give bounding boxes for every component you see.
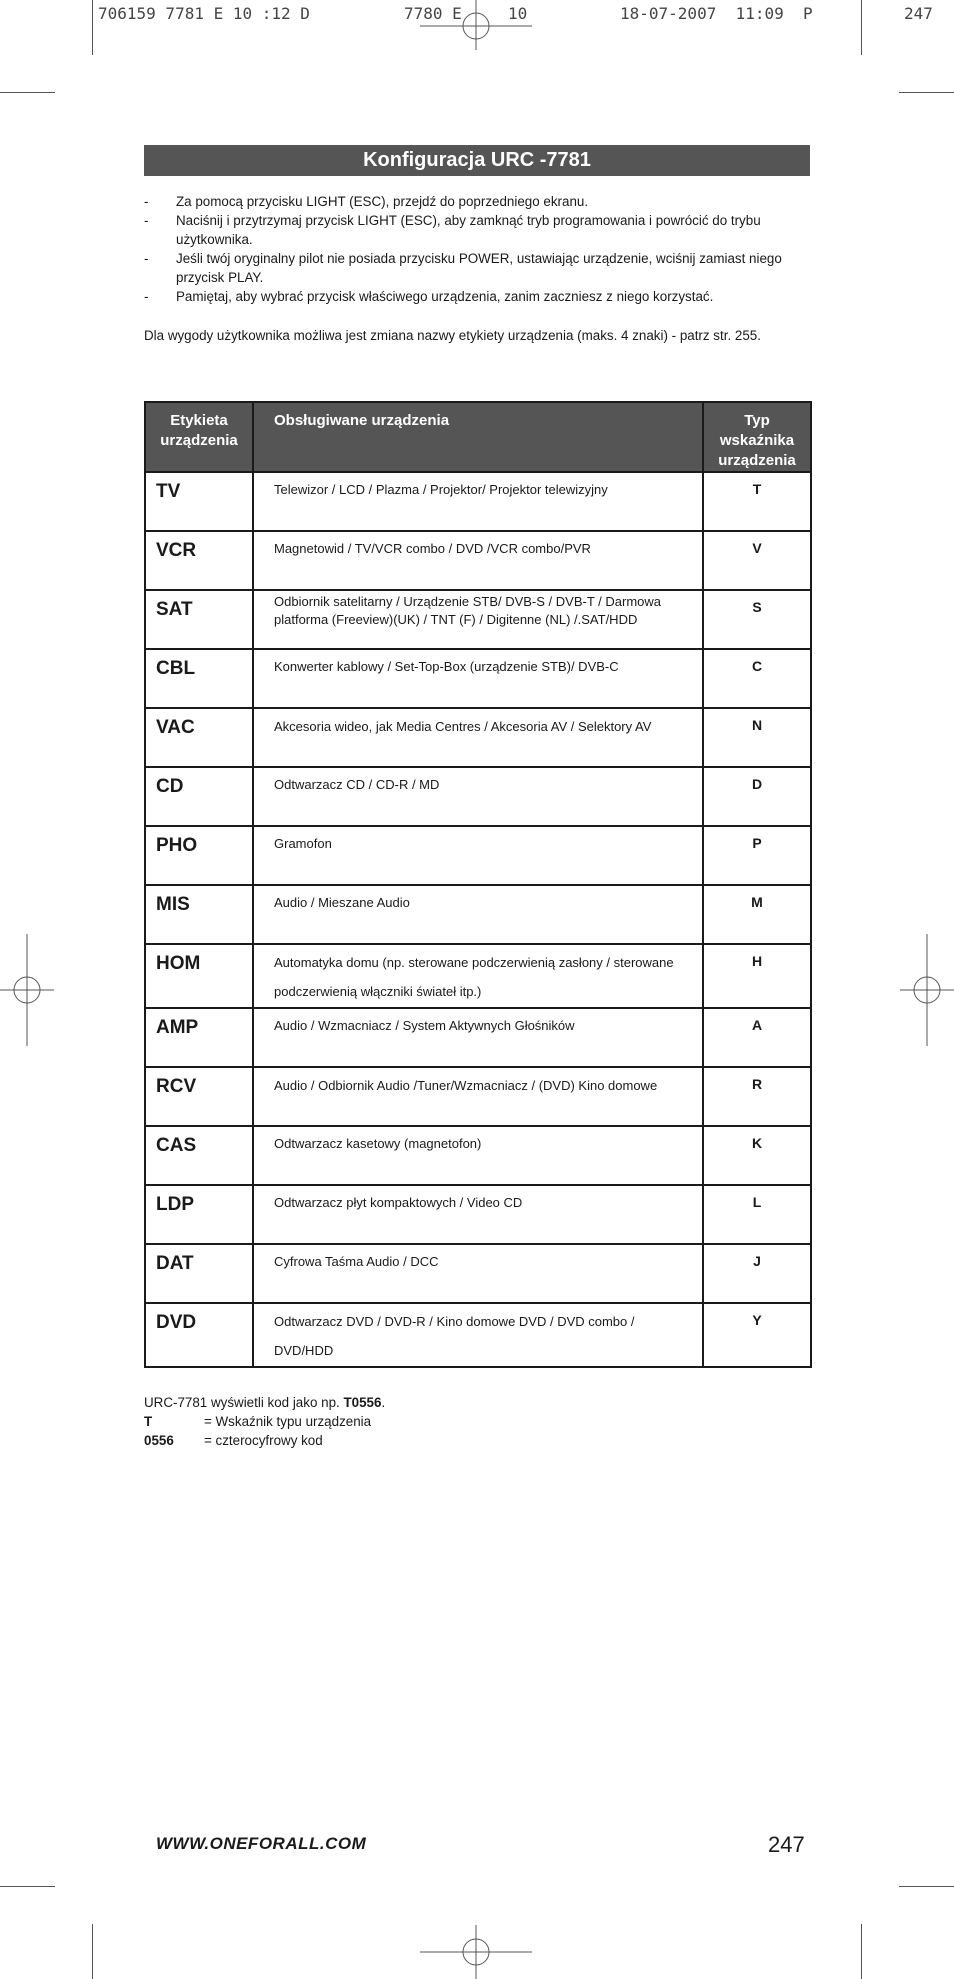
device-description: Akcesoria wideo, jak Media Centres / Akcesoria AV / Selektory AV <box>253 708 703 767</box>
legend-row <box>144 1412 544 1431</box>
device-label: MIS <box>145 885 253 944</box>
table-row <box>145 649 811 708</box>
registration-mark-right <box>900 934 954 1046</box>
list-item: - Naciśnij i przytrzymaj przycisk LIGHT (ESC), aby zamknąć tryb programowania i powrócić do trybu użytkownika. <box>144 211 784 249</box>
table-row <box>145 531 811 590</box>
device-type: A <box>703 1008 811 1067</box>
rename-note: Dla wygody użytkownika możliwa jest zmiana nazwy etykiety urządzenia (maks. 4 znaki) - patrz str. 255. <box>144 328 761 343</box>
print-job: 706159 7781 E 10 :12 D <box>98 4 310 23</box>
list-item: - Pamiętaj, aby wybrać przycisk właściwego urządzenia, zanim zaczniesz z niego korzystać. <box>144 287 784 306</box>
device-label: VCR <box>145 531 253 590</box>
instruction-list <box>144 192 784 306</box>
device-type: N <box>703 708 811 767</box>
table-row <box>145 708 811 767</box>
table-row <box>145 472 811 531</box>
code-explanation <box>144 1393 544 1450</box>
code-example-suffix: . <box>381 1395 386 1410</box>
device-description: Odtwarzacz CD / CD-R / MD <box>253 767 703 826</box>
page-title: Konfiguracja URC -7781 <box>144 145 810 176</box>
device-type: S <box>703 590 811 649</box>
device-label: PHO <box>145 826 253 885</box>
device-description: Audio / Odbiornik Audio /Tuner/Wzmacniacz / (DVD) Kino domowe <box>253 1067 703 1126</box>
table-row <box>145 944 811 1008</box>
device-description: Telewizor / LCD / Plazma / Projektor/ Projektor telewizyjny <box>253 472 703 531</box>
device-description: Magnetowid / TV/VCR combo / DVD /VCR combo/PVR <box>253 531 703 590</box>
device-type: Y <box>703 1303 811 1367</box>
legend-key: T <box>144 1414 153 1429</box>
device-type: L <box>703 1185 811 1244</box>
device-label: CBL <box>145 649 253 708</box>
device-type: H <box>703 944 811 1008</box>
device-label: SAT <box>145 590 253 649</box>
device-description: Audio / Mieszane Audio <box>253 885 703 944</box>
table-row <box>145 826 811 885</box>
device-type: T <box>703 472 811 531</box>
device-description: Cyfrowa Taśma Audio / DCC <box>253 1244 703 1303</box>
device-label: AMP <box>145 1008 253 1067</box>
table-row <box>145 1244 811 1303</box>
crop-mark <box>92 0 93 55</box>
list-item: - Za pomocą przycisku LIGHT (ESC), przejdź do poprzedniego ekranu. <box>144 192 784 211</box>
device-type: D <box>703 767 811 826</box>
registration-mark-top <box>420 0 532 50</box>
code-example-line <box>144 1393 544 1412</box>
legend-value: = czterocyfrowy kod <box>204 1433 323 1448</box>
crop-mark <box>861 1924 862 1979</box>
crop-mark <box>899 92 954 93</box>
list-item: - Jeśli twój oryginalny pilot nie posiada przycisku POWER, ustawiając urządzenie, wciśnij zamiast niego przycisk PLAY. <box>144 249 784 287</box>
legend-key: 0556 <box>144 1433 174 1448</box>
print-mid2: 10 <box>508 4 528 23</box>
device-label: HOM <box>145 944 253 1008</box>
print-datetime: 18-07-2007 11:09 P <box>620 4 813 23</box>
crop-mark <box>0 1886 55 1887</box>
table-row <box>145 885 811 944</box>
device-label: DAT <box>145 1244 253 1303</box>
device-type: C <box>703 649 811 708</box>
table-row <box>145 1008 811 1067</box>
device-table <box>144 401 812 1368</box>
table-row <box>145 1067 811 1126</box>
device-type: V <box>703 531 811 590</box>
device-description: Konwerter kablowy / Set-Top-Box (urządzenie STB)/ DVB-C <box>253 649 703 708</box>
website-url: WWW.ONEFORALL.COM <box>156 1834 367 1853</box>
device-type: P <box>703 826 811 885</box>
device-description: Odtwarzacz kasetowy (magnetofon) <box>253 1126 703 1185</box>
table-row <box>145 1303 811 1367</box>
table-row <box>145 1126 811 1185</box>
column-header-type: Typ wskaźnika urządzenia <box>703 402 811 472</box>
registration-mark-bottom <box>420 1925 532 1979</box>
device-label: LDP <box>145 1185 253 1244</box>
code-example-prefix: URC-7781 wyświetli kod jako np. <box>144 1395 344 1410</box>
legend-value: = Wskaźnik typu urządzenia <box>204 1414 372 1429</box>
device-type: R <box>703 1067 811 1126</box>
device-label: TV <box>145 472 253 531</box>
registration-mark-left <box>0 934 54 1046</box>
device-type: M <box>703 885 811 944</box>
device-label: CD <box>145 767 253 826</box>
crop-mark <box>899 1886 954 1887</box>
device-description: Odtwarzacz płyt kompaktowych / Video CD <box>253 1185 703 1244</box>
device-description: Odtwarzacz DVD / DVD-R / Kino domowe DVD / DVD combo / DVD/HDD <box>253 1303 703 1367</box>
print-page: 247 <box>904 4 933 23</box>
table-row <box>145 590 811 649</box>
table-header-row <box>145 402 811 472</box>
device-type: J <box>703 1244 811 1303</box>
device-label: DVD <box>145 1303 253 1367</box>
page-number: 247 <box>768 1832 805 1857</box>
device-description: Odbiornik satelitarny / Urządzenie STB/ DVB-S / DVB-T / Darmowa platforma (Freeview)(UK) / TNT (F) / Digitenne (NL) /.SAT/HDD <box>253 590 703 649</box>
device-label: RCV <box>145 1067 253 1126</box>
device-type: K <box>703 1126 811 1185</box>
print-mid: 7780 E <box>404 4 462 23</box>
code-example-value: T0556 <box>343 1395 382 1410</box>
device-description: Audio / Wzmacniacz / System Aktywnych Głośników <box>253 1008 703 1067</box>
table-row <box>145 767 811 826</box>
device-description: Automatyka domu (np. sterowane podczerwienią zasłony / sterowane podczerwienią włączniki świateł itp.) <box>253 944 703 1008</box>
column-header-label: Etykieta urządzenia <box>145 402 253 472</box>
crop-mark <box>92 1924 93 1979</box>
table-row <box>145 1185 811 1244</box>
device-label: CAS <box>145 1126 253 1185</box>
crop-mark <box>861 0 862 55</box>
device-label: VAC <box>145 708 253 767</box>
device-description: Gramofon <box>253 826 703 885</box>
crop-mark <box>0 92 55 93</box>
legend-row <box>144 1431 544 1450</box>
column-header-devices: Obsługiwane urządzenia <box>253 402 703 472</box>
